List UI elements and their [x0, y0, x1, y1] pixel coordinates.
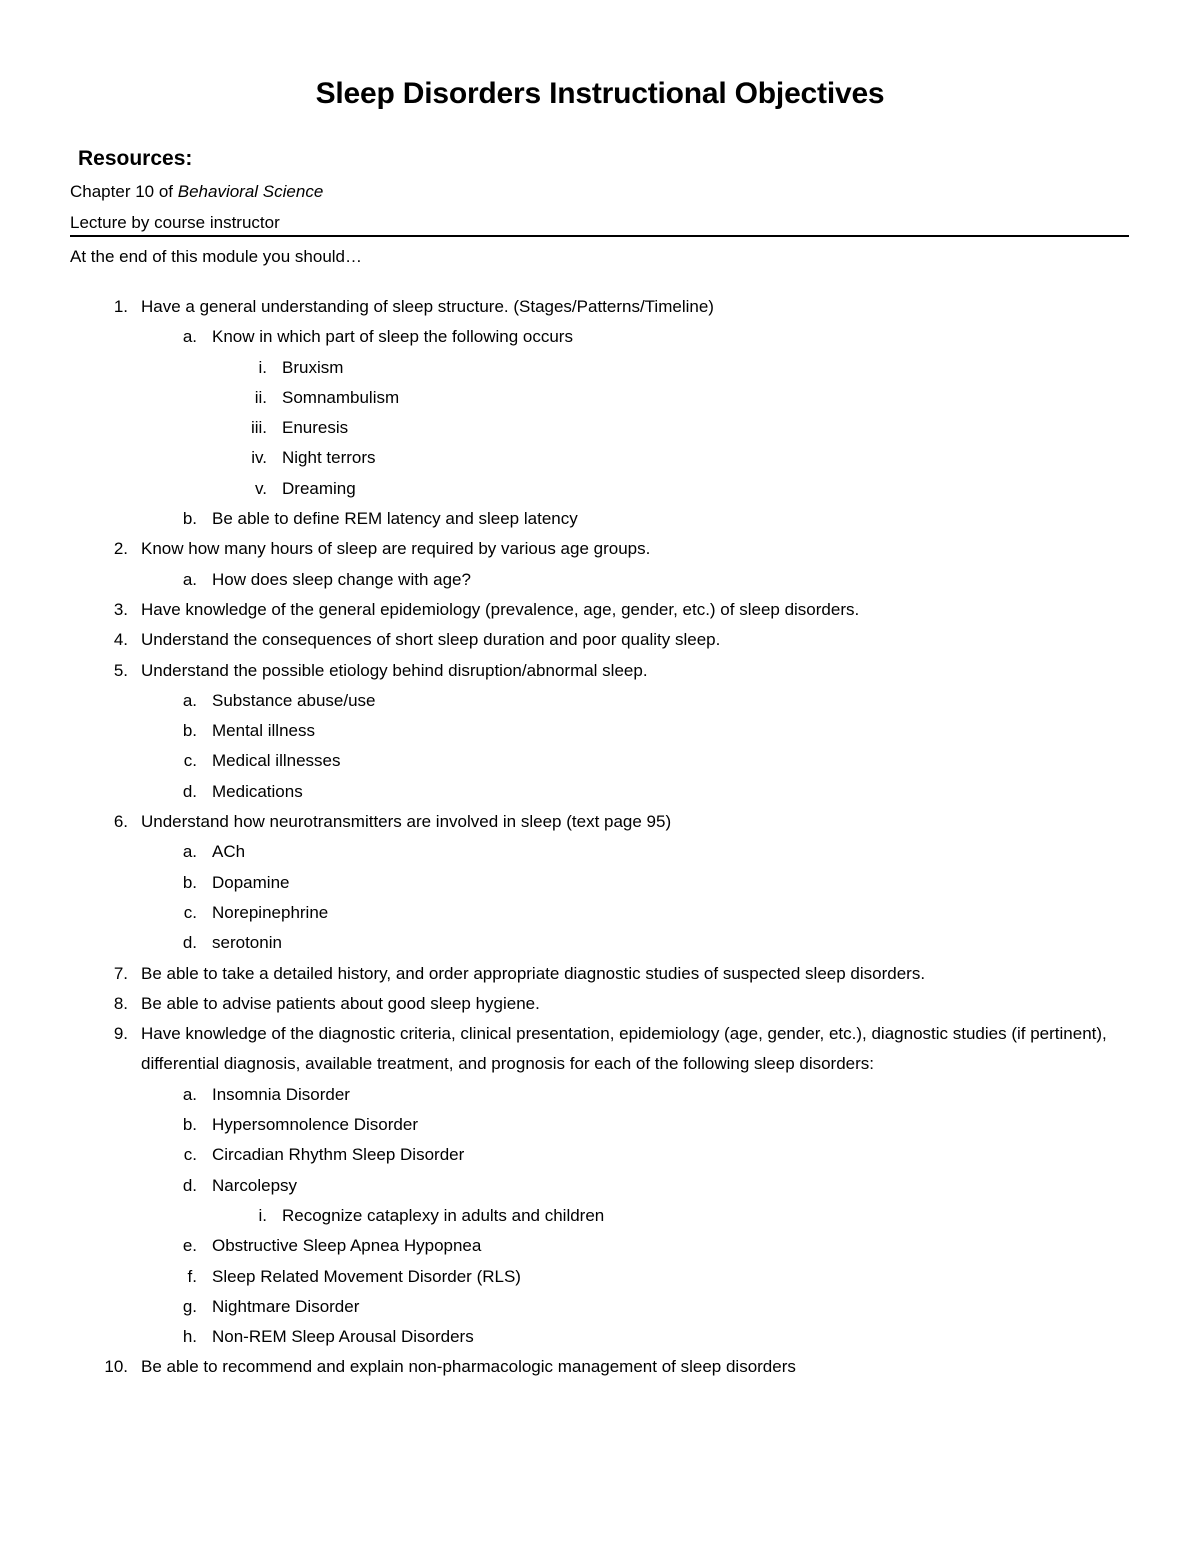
objective-7 — [0, 959, 1200, 989]
document-title: Sleep Disorders Instructional Objectives — [315, 77, 885, 110]
objective-6 — [0, 807, 1200, 837]
list-item-text: Non-REM Sleep Arousal Disorders — [212, 1327, 474, 1347]
list-marker: d. — [182, 1175, 197, 1195]
objective-10 — [0, 1352, 1200, 1382]
objective-8 — [0, 989, 1200, 1019]
list-marker: b. — [182, 1115, 197, 1135]
resource-chapter-prefix: Chapter 10 of — [70, 182, 178, 201]
list-item-text: Circadian Rhythm Sleep Disorder — [212, 1145, 465, 1165]
list-marker: ii. — [254, 387, 267, 407]
objective-1a-ii — [0, 383, 1200, 413]
objective-5d — [0, 777, 1200, 807]
list-item-text: Nightmare Disorder — [212, 1296, 360, 1316]
objective-6d — [0, 928, 1200, 958]
list-item-text: ACh — [212, 842, 246, 862]
list-item-text: Be able to define REM latency and sleep latency — [212, 509, 578, 529]
list-marker: 5. — [113, 660, 128, 680]
objective-9f — [0, 1262, 1200, 1292]
objective-9a — [0, 1080, 1200, 1110]
objective-9b — [0, 1110, 1200, 1140]
list-item-text: How does sleep change with age? — [212, 569, 471, 589]
list-marker: 2. — [113, 539, 128, 559]
list-item-text: Understand the consequences of short sleep duration and poor quality sleep. — [141, 630, 721, 650]
list-item-text: Know how many hours of sleep are required by various age groups. — [141, 539, 651, 559]
list-item-text: Obstructive Sleep Apnea Hypopnea — [212, 1236, 482, 1256]
list-item-text: Somnambulism — [282, 387, 400, 407]
objective-5 — [0, 656, 1200, 686]
list-marker: b. — [182, 872, 197, 892]
list-marker: a. — [182, 327, 197, 347]
objective-9g — [0, 1292, 1200, 1322]
objective-9c — [0, 1140, 1200, 1170]
objective-6a — [0, 837, 1200, 867]
list-item-text: Mental illness — [212, 721, 315, 741]
list-marker: a. — [182, 1084, 197, 1104]
list-item-text: Norepinephrine — [212, 902, 329, 922]
list-marker: g. — [182, 1296, 197, 1316]
list-marker: a. — [182, 690, 197, 710]
list-item-text: Be able to recommend and explain non-pharmacologic management of sleep disorders — [141, 1357, 796, 1377]
objective-9 — [0, 1019, 1200, 1080]
list-marker: 7. — [113, 963, 128, 983]
list-item-text: Have a general understanding of sleep structure. (Stages/Patterns/Timeline) — [141, 297, 714, 316]
list-item-text: Medical illnesses — [212, 751, 341, 771]
objective-5c — [0, 746, 1200, 776]
resource-lecture: Lecture by course instructor — [70, 213, 280, 232]
list-marker: 10. — [104, 1357, 128, 1377]
objective-6b — [0, 868, 1200, 898]
objective-9d-i — [0, 1201, 1200, 1231]
objective-6c — [0, 898, 1200, 928]
list-item-text: Substance abuse/use — [212, 690, 376, 710]
list-item-text: Understand how neurotransmitters are involved in sleep (text page 95) — [141, 812, 672, 832]
list-marker: d. — [182, 933, 197, 953]
module-intro: At the end of this module you should… — [70, 247, 363, 266]
list-marker: 4. — [113, 630, 128, 650]
objective-9e — [0, 1231, 1200, 1261]
list-item-text: Have knowledge of the diagnostic criteria, clinical presentation, epidemiology (age, gender, etc.), diagnostic studies (if pertinent), differential diagnosis, available treatment, and prognosis for each of the following sleep disorders: — [141, 1024, 1107, 1074]
resource-book-title: Behavioral Science — [177, 182, 324, 201]
objective-5a — [0, 686, 1200, 716]
objective-1a-iv — [0, 443, 1200, 473]
resources-heading: Resources: — [78, 147, 193, 170]
list-item-text: Narcolepsy — [212, 1175, 298, 1195]
list-marker: f. — [187, 1266, 197, 1286]
section-divider — [70, 235, 1129, 237]
list-marker: 1. — [113, 297, 128, 316]
objective-1a-iii — [0, 413, 1200, 443]
list-item-text: Enuresis — [282, 418, 349, 438]
list-marker: iv. — [251, 448, 267, 468]
list-item-text: Dreaming — [282, 478, 356, 498]
list-marker: iii. — [250, 418, 267, 438]
list-marker: 9. — [113, 1024, 128, 1044]
objective-1a-v — [0, 474, 1200, 504]
objective-4 — [0, 625, 1200, 655]
objective-1a — [0, 322, 1200, 352]
list-marker: 3. — [113, 599, 128, 619]
objective-9h — [0, 1322, 1200, 1352]
list-marker: i. — [258, 357, 267, 377]
objective-9d — [0, 1171, 1200, 1201]
objective-3 — [0, 595, 1200, 625]
list-item-text: Recognize cataplexy in adults and children — [282, 1205, 605, 1225]
list-item-text: Hypersomnolence Disorder — [212, 1115, 418, 1135]
list-item-text: Have knowledge of the general epidemiology (prevalence, age, gender, etc.) of sleep disorders. — [141, 599, 860, 619]
list-item-text: Insomnia Disorder — [212, 1084, 350, 1104]
list-item-text: Know in which part of sleep the following occurs — [212, 327, 573, 347]
list-item-text: Sleep Related Movement Disorder (RLS) — [212, 1266, 521, 1286]
list-item-text: Night terrors — [282, 448, 376, 468]
objective-1a-i — [0, 353, 1200, 383]
list-marker: c. — [183, 751, 197, 771]
objective-1 — [0, 292, 1200, 322]
list-marker: c. — [183, 1145, 197, 1165]
list-marker: i. — [258, 1205, 267, 1225]
list-item-text: Understand the possible etiology behind disruption/abnormal sleep. — [141, 660, 648, 680]
list-item-text: Medications — [212, 781, 303, 801]
list-marker: b. — [182, 509, 197, 529]
list-marker: a. — [182, 842, 197, 862]
list-marker: 6. — [113, 812, 128, 832]
objective-2 — [0, 534, 1200, 564]
list-marker: c. — [183, 902, 197, 922]
list-item-text: Dopamine — [212, 872, 290, 892]
list-marker: 8. — [113, 993, 128, 1013]
objective-5b — [0, 716, 1200, 746]
list-marker: a. — [182, 569, 197, 589]
list-marker: d. — [182, 781, 197, 801]
list-marker: h. — [182, 1327, 197, 1347]
list-marker: b. — [182, 721, 197, 741]
list-marker: e. — [182, 1236, 197, 1256]
list-item-text: Be able to advise patients about good sleep hygiene. — [141, 993, 540, 1013]
list-item-text: Be able to take a detailed history, and order appropriate diagnostic studies of suspected sleep disorders. — [141, 963, 926, 983]
list-item-text: Bruxism — [282, 357, 344, 377]
objective-2a — [0, 565, 1200, 595]
list-marker: v. — [255, 478, 267, 498]
list-item-text: serotonin — [212, 933, 282, 953]
objective-1b — [0, 504, 1200, 534]
objectives-list — [0, 292, 1200, 1383]
resource-chapter — [70, 180, 323, 204]
